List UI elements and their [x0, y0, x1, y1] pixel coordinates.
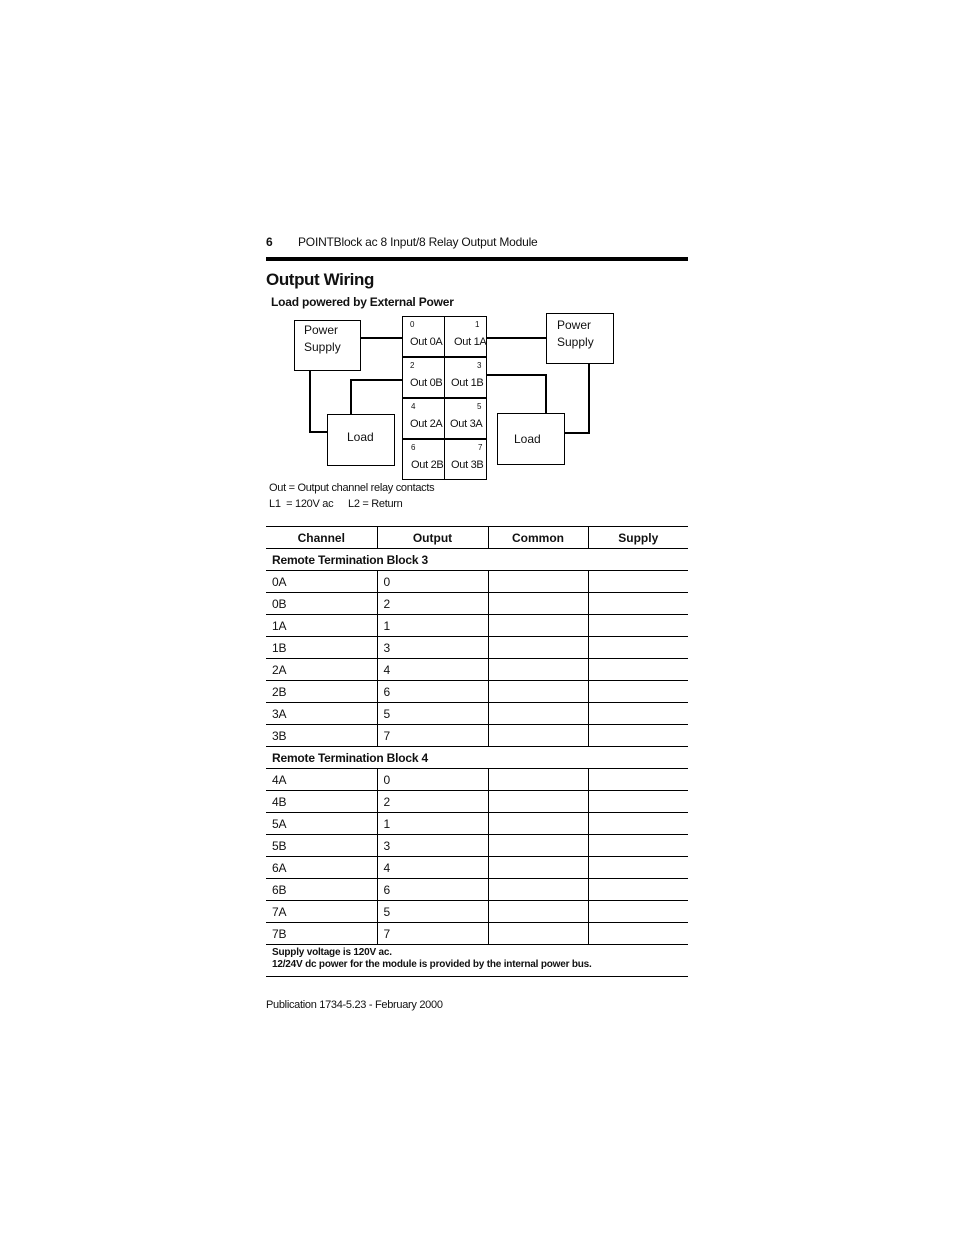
load-right-label: Load [514, 432, 541, 446]
cell-common [488, 791, 588, 813]
section-title: Output Wiring [266, 270, 374, 289]
load-left-label: Load [347, 430, 374, 444]
cell-supply [588, 593, 688, 615]
cell-common [488, 593, 588, 615]
terminal-2 [402, 357, 445, 398]
table-row [266, 703, 688, 725]
cell-common [488, 769, 588, 791]
terminal-number: 6 [411, 443, 416, 452]
power-supply-right-line2: Supply [557, 335, 594, 349]
cell-output: 6 [377, 681, 488, 703]
terminal-label: Out 0A [410, 336, 443, 348]
cell-output: 1 [377, 615, 488, 637]
legend-l2: L2 = Return [348, 498, 403, 510]
terminal-label: Out 3A [450, 418, 483, 430]
terminal-label: Out 1A [454, 336, 487, 348]
cell-channel: 2A [266, 659, 377, 681]
cell-output: 4 [377, 659, 488, 681]
cell-common [488, 813, 588, 835]
cell-output: 7 [377, 923, 488, 945]
cell-common [488, 901, 588, 923]
table-notes [266, 945, 688, 977]
terminal-3 [444, 357, 487, 398]
cell-output: 1 [377, 813, 488, 835]
cell-supply [588, 703, 688, 725]
wire [487, 337, 548, 339]
table-row [266, 791, 688, 813]
note-internal-power: 12/24V dc power for the module is provided by the internal power bus. [272, 959, 592, 970]
cell-channel: 5A [266, 813, 377, 835]
cell-channel: 0A [266, 571, 377, 593]
cell-supply [588, 615, 688, 637]
cell-channel: 6A [266, 857, 377, 879]
table-row [266, 681, 688, 703]
table-row [266, 901, 688, 923]
cell-channel: 4A [266, 769, 377, 791]
wire [350, 379, 402, 381]
terminal-number: 4 [411, 402, 416, 411]
legend-out: Out = Output channel relay contacts [269, 482, 435, 494]
cell-common [488, 857, 588, 879]
cell-channel: 6B [266, 879, 377, 901]
load-right [497, 413, 565, 465]
column-header-channel: Channel [266, 527, 377, 549]
table-row [266, 725, 688, 747]
cell-channel: 7B [266, 923, 377, 945]
table-row [266, 593, 688, 615]
terminal-1 [444, 316, 487, 357]
cell-output: 3 [377, 835, 488, 857]
cell-output: 0 [377, 769, 488, 791]
wire [309, 431, 328, 433]
diagram-title: Load powered by External Power [271, 295, 454, 309]
power-supply-right-line1: Power [557, 318, 592, 332]
table-row [266, 659, 688, 681]
block-header-row [266, 549, 688, 571]
cell-common [488, 571, 588, 593]
wire [360, 337, 402, 339]
terminal-label: Out 2B [411, 459, 444, 471]
cell-channel: 2B [266, 681, 377, 703]
power-supply-left-line1: Power [304, 323, 339, 337]
block-title: Remote Termination Block 4 [266, 747, 688, 769]
cell-common [488, 725, 588, 747]
cell-supply [588, 769, 688, 791]
cell-common [488, 681, 588, 703]
table-row [266, 879, 688, 901]
cell-common [488, 835, 588, 857]
cell-supply [588, 835, 688, 857]
cell-common [488, 659, 588, 681]
terminal-label: Out 3B [451, 459, 484, 471]
column-header-common: Common [488, 527, 588, 549]
cell-supply [588, 791, 688, 813]
cell-supply [588, 879, 688, 901]
terminal-label: Out 1B [451, 377, 484, 389]
cell-supply [588, 571, 688, 593]
cell-common [488, 923, 588, 945]
legend-l1: L1 = 120V ac [269, 498, 334, 510]
table-notes-row [266, 945, 688, 977]
table-row [266, 857, 688, 879]
cell-output: 6 [377, 879, 488, 901]
wire [309, 370, 311, 432]
cell-common [488, 637, 588, 659]
cell-channel: 7A [266, 901, 377, 923]
terminal-5 [444, 398, 487, 439]
cell-output: 3 [377, 637, 488, 659]
cell-supply [588, 725, 688, 747]
cell-channel: 4B [266, 791, 377, 813]
block-header-row [266, 747, 688, 769]
header-rule [266, 257, 688, 261]
page-number: 6 [266, 235, 273, 249]
cell-channel: 3B [266, 725, 377, 747]
column-header-output: Output [377, 527, 488, 549]
table-row [266, 923, 688, 945]
publication-footer: Publication 1734-5.23 - February 2000 [266, 999, 443, 1011]
terminal-number: 0 [410, 320, 415, 329]
block-title: Remote Termination Block 3 [266, 549, 688, 571]
cell-output: 2 [377, 593, 488, 615]
cell-output: 5 [377, 901, 488, 923]
power-supply-left-line2: Supply [304, 340, 341, 354]
cell-channel: 0B [266, 593, 377, 615]
cell-supply [588, 681, 688, 703]
table-row [266, 835, 688, 857]
cell-supply [588, 813, 688, 835]
table-row [266, 615, 688, 637]
terminal-0 [402, 316, 445, 357]
cell-channel: 1A [266, 615, 377, 637]
power-supply-left [294, 320, 361, 371]
terminal-number: 2 [410, 361, 415, 370]
cell-supply [588, 857, 688, 879]
wire [350, 379, 352, 415]
terminal-label: Out 0B [410, 377, 443, 389]
wire [487, 374, 546, 376]
wire [563, 432, 590, 434]
wire [545, 374, 547, 414]
terminal-6 [402, 439, 445, 480]
terminal-number: 5 [477, 402, 482, 411]
terminal-4 [402, 398, 445, 439]
running-header: POINTBlock ac 8 Input/8 Relay Output Module [298, 235, 538, 249]
table-row [266, 571, 688, 593]
load-left [327, 414, 395, 466]
cell-channel: 1B [266, 637, 377, 659]
table-row [266, 813, 688, 835]
cell-channel: 3A [266, 703, 377, 725]
wire [588, 363, 590, 433]
terminal-7 [444, 439, 487, 480]
terminal-label: Out 2A [410, 418, 443, 430]
power-supply-right [546, 313, 614, 364]
cell-supply [588, 659, 688, 681]
note-supply-voltage: Supply voltage is 120V ac. [272, 947, 392, 958]
cell-channel: 5B [266, 835, 377, 857]
cell-supply [588, 923, 688, 945]
wiring-table [266, 526, 688, 977]
cell-output: 2 [377, 791, 488, 813]
table-header-row [266, 527, 688, 549]
terminal-number: 3 [477, 361, 482, 370]
table-row [266, 637, 688, 659]
cell-supply [588, 637, 688, 659]
terminal-number: 1 [475, 320, 480, 329]
cell-output: 0 [377, 571, 488, 593]
cell-common [488, 879, 588, 901]
cell-common [488, 703, 588, 725]
cell-output: 5 [377, 703, 488, 725]
cell-output: 7 [377, 725, 488, 747]
terminal-number: 7 [478, 443, 483, 452]
column-header-supply: Supply [588, 527, 688, 549]
cell-supply [588, 901, 688, 923]
table-row [266, 769, 688, 791]
cell-output: 4 [377, 857, 488, 879]
cell-common [488, 615, 588, 637]
